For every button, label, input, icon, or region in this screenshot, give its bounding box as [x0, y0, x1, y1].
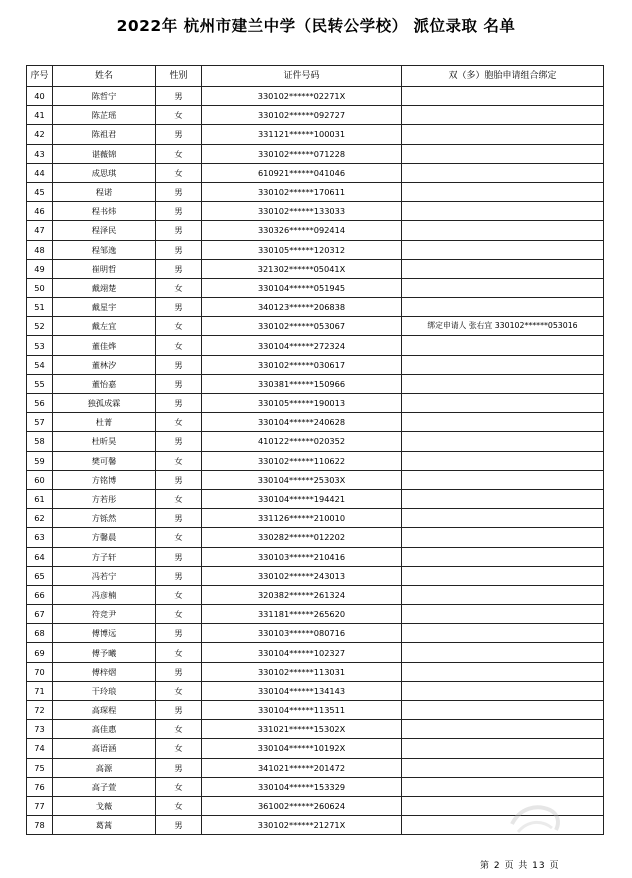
cell-gender: 男 [156, 758, 202, 777]
table-row [27, 624, 604, 643]
cell-number: 62 [27, 509, 53, 528]
cell-number: 60 [27, 470, 53, 489]
cell-twin-binding [402, 125, 604, 144]
page-number: 第 2 页 共 13 页 [480, 861, 560, 871]
cell-twin-binding [402, 259, 604, 278]
cell-number: 77 [27, 796, 53, 815]
cell-name: 程泽民 [53, 221, 156, 240]
cell-id: 330104******25303X [202, 470, 402, 489]
cell-number: 57 [27, 413, 53, 432]
cell-number: 51 [27, 298, 53, 317]
cell-number: 43 [27, 144, 53, 163]
cell-number: 73 [27, 720, 53, 739]
table-row [27, 528, 604, 547]
cell-id: 330104******153329 [202, 777, 402, 796]
cell-id: 331021******15302X [202, 720, 402, 739]
cell-name: 独孤成霖 [53, 394, 156, 413]
cell-gender: 女 [156, 106, 202, 125]
cell-twin-binding [402, 528, 604, 547]
table-row [27, 298, 604, 317]
cell-twin-binding [402, 662, 604, 681]
cell-gender: 男 [156, 701, 202, 720]
cell-gender: 女 [156, 144, 202, 163]
cell-gender: 女 [156, 413, 202, 432]
cell-gender: 女 [156, 720, 202, 739]
column-header-twin-binding: 双（多）胞胎申请组合绑定 [402, 66, 604, 87]
cell-name: 樊可馨 [53, 451, 156, 470]
cell-number: 66 [27, 585, 53, 604]
cell-name: 程书炜 [53, 202, 156, 221]
cell-id: 330102******243013 [202, 566, 402, 585]
cell-number: 65 [27, 566, 53, 585]
cell-gender: 女 [156, 489, 202, 508]
cell-name: 方铄然 [53, 509, 156, 528]
cell-twin-binding [402, 240, 604, 259]
cell-number: 64 [27, 547, 53, 566]
table-row [27, 355, 604, 374]
cell-number: 41 [27, 106, 53, 125]
table-row [27, 278, 604, 297]
cell-twin-binding [402, 758, 604, 777]
cell-name: 傅博远 [53, 624, 156, 643]
cell-twin-binding [402, 777, 604, 796]
cell-gender: 男 [156, 182, 202, 201]
cell-id: 330326******092414 [202, 221, 402, 240]
table-row [27, 701, 604, 720]
cell-name: 符竞尹 [53, 605, 156, 624]
cell-gender: 男 [156, 432, 202, 451]
cell-gender: 男 [156, 355, 202, 374]
cell-gender: 男 [156, 470, 202, 489]
cell-twin-binding [402, 298, 604, 317]
cell-number: 78 [27, 816, 53, 835]
cell-twin-binding [402, 278, 604, 297]
cell-id: 330102******170611 [202, 182, 402, 201]
cell-gender: 男 [156, 547, 202, 566]
cell-name: 冯若宁 [53, 566, 156, 585]
cell-number: 45 [27, 182, 53, 201]
cell-number: 76 [27, 777, 53, 796]
cell-gender: 女 [156, 451, 202, 470]
cell-gender: 男 [156, 240, 202, 259]
table-row [27, 221, 604, 240]
table-row [27, 585, 604, 604]
table-row [27, 202, 604, 221]
cell-name: 高琛程 [53, 701, 156, 720]
table-row [27, 106, 604, 125]
cell-gender: 男 [156, 298, 202, 317]
cell-name: 杜昕昊 [53, 432, 156, 451]
table-row [27, 566, 604, 585]
cell-number: 44 [27, 163, 53, 182]
cell-name: 戴翊楚 [53, 278, 156, 297]
cell-twin-binding [402, 547, 604, 566]
cell-gender: 男 [156, 221, 202, 240]
table-row [27, 739, 604, 758]
cell-number: 72 [27, 701, 53, 720]
table-row [27, 394, 604, 413]
cell-number: 52 [27, 317, 53, 336]
cell-name: 方子轩 [53, 547, 156, 566]
cell-id: 330102******071228 [202, 144, 402, 163]
cell-id: 340123******206838 [202, 298, 402, 317]
cell-name: 程诺 [53, 182, 156, 201]
cell-gender: 女 [156, 585, 202, 604]
cell-gender: 男 [156, 816, 202, 835]
table-row [27, 125, 604, 144]
cell-number: 46 [27, 202, 53, 221]
cell-gender: 男 [156, 374, 202, 393]
table-row [27, 413, 604, 432]
cell-number: 61 [27, 489, 53, 508]
cell-twin-binding [402, 470, 604, 489]
cell-number: 58 [27, 432, 53, 451]
cell-twin-binding [402, 643, 604, 662]
table-row [27, 662, 604, 681]
cell-number: 75 [27, 758, 53, 777]
cell-id: 330105******190013 [202, 394, 402, 413]
watermark-logo [506, 790, 566, 840]
cell-gender: 女 [156, 681, 202, 700]
page-title: 2022年 杭州市建兰中学（民转公学校） 派位录取 名单 [116, 17, 516, 35]
cell-gender: 女 [156, 739, 202, 758]
cell-number: 63 [27, 528, 53, 547]
cell-name: 陈芷瑶 [53, 106, 156, 125]
cell-name: 傅梓熠 [53, 662, 156, 681]
cell-twin-binding [402, 681, 604, 700]
cell-id: 330104******194421 [202, 489, 402, 508]
cell-twin-binding [402, 701, 604, 720]
cell-gender: 女 [156, 605, 202, 624]
cell-number: 68 [27, 624, 53, 643]
table-row [27, 720, 604, 739]
table-row [27, 681, 604, 700]
cell-twin-binding [402, 796, 604, 815]
cell-twin-binding [402, 182, 604, 201]
cell-twin-binding [402, 605, 604, 624]
cell-number: 53 [27, 336, 53, 355]
cell-number: 59 [27, 451, 53, 470]
cell-name: 陈祖君 [53, 125, 156, 144]
cell-name: 戴左宜 [53, 317, 156, 336]
table-header-row [27, 66, 604, 87]
cell-id: 330105******120312 [202, 240, 402, 259]
cell-number: 50 [27, 278, 53, 297]
cell-number: 67 [27, 605, 53, 624]
table-row [27, 470, 604, 489]
cell-number: 42 [27, 125, 53, 144]
table-row [27, 144, 604, 163]
cell-number: 74 [27, 739, 53, 758]
table-row [27, 336, 604, 355]
cell-name: 杜菁 [53, 413, 156, 432]
cell-gender: 男 [156, 509, 202, 528]
cell-id: 330102******02271X [202, 87, 402, 106]
cell-name: 冯彦楠 [53, 585, 156, 604]
cell-gender: 男 [156, 125, 202, 144]
cell-gender: 男 [156, 202, 202, 221]
cell-id: 330102******21271X [202, 816, 402, 835]
cell-number: 48 [27, 240, 53, 259]
table-body [27, 87, 604, 835]
cell-twin-binding [402, 413, 604, 432]
cell-number: 55 [27, 374, 53, 393]
cell-id: 330102******133033 [202, 202, 402, 221]
cell-id: 610921******041046 [202, 163, 402, 182]
table-row [27, 432, 604, 451]
cell-gender: 男 [156, 566, 202, 585]
cell-name: 董林汐 [53, 355, 156, 374]
cell-id: 330103******210416 [202, 547, 402, 566]
cell-name: 干玲琅 [53, 681, 156, 700]
cell-name: 成思琪 [53, 163, 156, 182]
cell-twin-binding [402, 585, 604, 604]
cell-name: 方铭博 [53, 470, 156, 489]
cell-gender: 女 [156, 528, 202, 547]
cell-id: 330104******134143 [202, 681, 402, 700]
cell-name: 陈哲宁 [53, 87, 156, 106]
cell-twin-binding [402, 739, 604, 758]
cell-gender: 女 [156, 317, 202, 336]
cell-twin-binding [402, 394, 604, 413]
cell-number: 54 [27, 355, 53, 374]
cell-id: 330102******053067 [202, 317, 402, 336]
cell-id: 330104******10192X [202, 739, 402, 758]
cell-twin-binding [402, 106, 604, 125]
table-row [27, 240, 604, 259]
cell-name: 戈薇 [53, 796, 156, 815]
cell-number: 49 [27, 259, 53, 278]
cell-id: 330104******102327 [202, 643, 402, 662]
cell-gender: 女 [156, 643, 202, 662]
table-row [27, 374, 604, 393]
cell-name: 谌薇锦 [53, 144, 156, 163]
cell-twin-binding [402, 374, 604, 393]
cell-name: 傅予曦 [53, 643, 156, 662]
table-row [27, 182, 604, 201]
cell-twin-binding: 绑定申请人 张右宜 330102******053016 [402, 317, 604, 336]
cell-twin-binding [402, 451, 604, 470]
table-row [27, 605, 604, 624]
table-row [27, 758, 604, 777]
cell-name: 崔明哲 [53, 259, 156, 278]
cell-id: 361002******260624 [202, 796, 402, 815]
cell-name: 方馨晨 [53, 528, 156, 547]
cell-name: 高佳惠 [53, 720, 156, 739]
cell-twin-binding [402, 489, 604, 508]
column-header-name: 姓名 [53, 66, 156, 87]
cell-id: 330104******113511 [202, 701, 402, 720]
table-row [27, 259, 604, 278]
cell-number: 69 [27, 643, 53, 662]
cell-name: 高子萱 [53, 777, 156, 796]
column-header-number: 序号 [27, 66, 53, 87]
cell-twin-binding [402, 624, 604, 643]
cell-twin-binding [402, 163, 604, 182]
cell-name: 方若彤 [53, 489, 156, 508]
cell-id: 321302******05041X [202, 259, 402, 278]
cell-id: 330102******092727 [202, 106, 402, 125]
cell-id: 330102******113031 [202, 662, 402, 681]
cell-twin-binding [402, 816, 604, 835]
cell-id: 330103******080716 [202, 624, 402, 643]
table-row [27, 87, 604, 106]
cell-id: 330104******272324 [202, 336, 402, 355]
cell-number: 71 [27, 681, 53, 700]
cell-gender: 男 [156, 259, 202, 278]
table-row [27, 451, 604, 470]
cell-gender: 女 [156, 163, 202, 182]
table-row [27, 643, 604, 662]
cell-twin-binding [402, 87, 604, 106]
cell-name: 董佳烨 [53, 336, 156, 355]
column-header-gender: 性别 [156, 66, 202, 87]
cell-id: 330102******110622 [202, 451, 402, 470]
cell-gender: 女 [156, 336, 202, 355]
cell-name: 高语涵 [53, 739, 156, 758]
cell-twin-binding [402, 566, 604, 585]
cell-twin-binding [402, 221, 604, 240]
cell-twin-binding [402, 336, 604, 355]
cell-gender: 男 [156, 87, 202, 106]
cell-gender: 男 [156, 394, 202, 413]
cell-gender: 女 [156, 777, 202, 796]
admission-list-table [26, 65, 604, 835]
cell-twin-binding [402, 720, 604, 739]
cell-id: 341021******201472 [202, 758, 402, 777]
cell-id: 320382******261324 [202, 585, 402, 604]
cell-name: 戴星宇 [53, 298, 156, 317]
cell-id: 331181******265620 [202, 605, 402, 624]
cell-id: 331121******100031 [202, 125, 402, 144]
cell-id: 331126******210010 [202, 509, 402, 528]
cell-id: 330104******240628 [202, 413, 402, 432]
cell-twin-binding [402, 202, 604, 221]
cell-gender: 男 [156, 624, 202, 643]
cell-name: 董怡嘉 [53, 374, 156, 393]
cell-id: 330282******012202 [202, 528, 402, 547]
cell-twin-binding [402, 355, 604, 374]
cell-gender: 女 [156, 278, 202, 297]
table-row [27, 489, 604, 508]
cell-id: 330104******051945 [202, 278, 402, 297]
table-row [27, 547, 604, 566]
cell-number: 56 [27, 394, 53, 413]
cell-gender: 男 [156, 662, 202, 681]
cell-id: 330381******150966 [202, 374, 402, 393]
cell-name: 高源 [53, 758, 156, 777]
table-row [27, 509, 604, 528]
cell-number: 47 [27, 221, 53, 240]
cell-id: 410122******020352 [202, 432, 402, 451]
cell-twin-binding [402, 432, 604, 451]
cell-gender: 女 [156, 796, 202, 815]
cell-twin-binding [402, 144, 604, 163]
column-header-id: 证件号码 [202, 66, 402, 87]
table-row [27, 317, 604, 336]
cell-name: 程邹逸 [53, 240, 156, 259]
cell-name: 葛蒿 [53, 816, 156, 835]
cell-twin-binding [402, 509, 604, 528]
cell-number: 70 [27, 662, 53, 681]
table-row [27, 163, 604, 182]
cell-number: 40 [27, 87, 53, 106]
cell-id: 330102******030617 [202, 355, 402, 374]
